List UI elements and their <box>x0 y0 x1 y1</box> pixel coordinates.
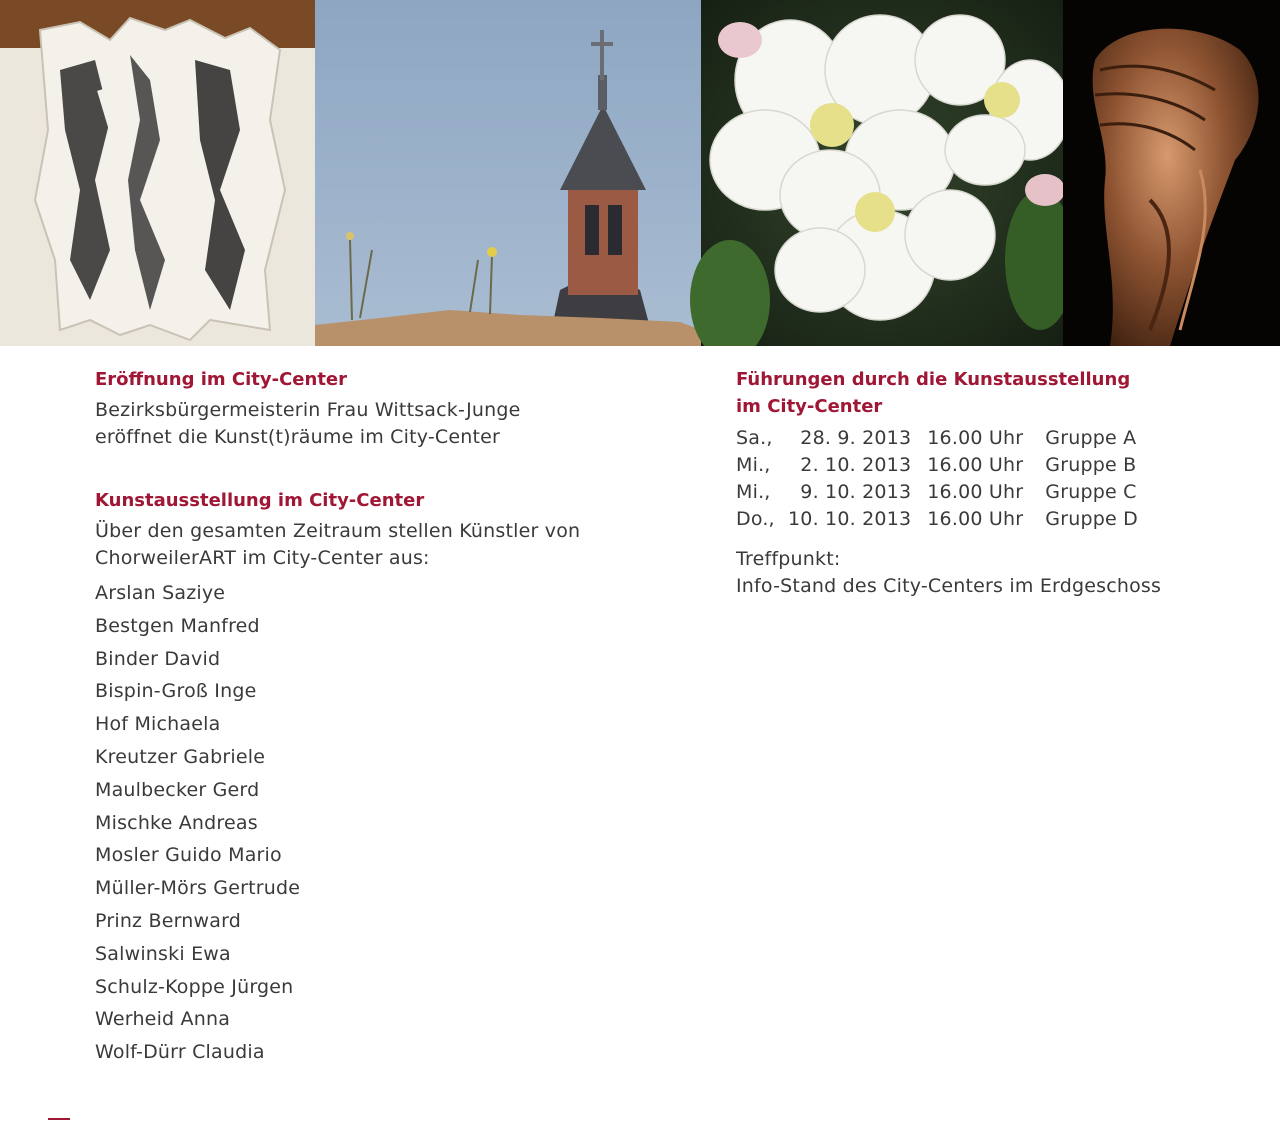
artist-item: Schulz-Koppe Jürgen <box>95 975 294 998</box>
artist-item: Prinz Bernward <box>95 909 242 932</box>
tour-time: 16.00 Uhr <box>927 454 1024 476</box>
tour-date: 28. 9. 2013 <box>800 427 912 449</box>
tour-date: 2. 10. 2013 <box>800 454 912 476</box>
sculpted-torsos-artwork <box>0 0 315 346</box>
opening-section <box>95 366 655 451</box>
exhibition-section <box>95 487 655 1069</box>
table-row <box>736 452 1138 479</box>
apple-blossom-painting <box>690 0 1075 346</box>
exhibition-line-1: Über den gesamten Zeitraum stellen Künstler von <box>95 520 581 542</box>
table-row <box>736 425 1138 452</box>
tour-group: Gruppe C <box>1045 481 1137 503</box>
tour-day: Mi., <box>736 481 771 503</box>
artist-item: Bispin-Groß Inge <box>95 680 257 703</box>
artist-item: Mischke Andreas <box>95 811 258 834</box>
exhibition-line-2: ChorweilerART im City-Center aus: <box>95 547 430 569</box>
table-row <box>736 479 1138 506</box>
meeting-point-place: Info-Stand des City-Centers im Erdgeschoss <box>736 575 1162 597</box>
tour-date: 10. 10. 2013 <box>788 508 912 530</box>
opening-text <box>95 397 655 451</box>
artist-item: Binder David <box>95 647 221 670</box>
artist-list <box>95 577 655 1069</box>
church-tower-photo <box>315 0 701 346</box>
artist-item: Hof Michaela <box>95 713 221 736</box>
tour-time: 16.00 Uhr <box>927 427 1024 449</box>
exhibition-text <box>95 518 655 572</box>
tours-heading-line-2: im City-Center <box>736 396 883 417</box>
tour-date: 9. 10. 2013 <box>800 481 912 503</box>
tour-day: Do., <box>736 508 775 530</box>
right-column <box>736 366 1236 600</box>
tour-day: Mi., <box>736 454 771 476</box>
meeting-point <box>736 546 1236 600</box>
artist-item: Salwinski Ewa <box>95 942 231 965</box>
tours-heading-line-1: Führungen durch die Kunstausstellung <box>736 369 1131 390</box>
opening-line-1: Bezirksbürgermeisterin Frau Wittsack-Junge <box>95 399 521 421</box>
tour-time: 16.00 Uhr <box>927 508 1024 530</box>
opening-heading: Eröffnung im City-Center <box>95 369 348 390</box>
tour-group: Gruppe A <box>1045 427 1137 449</box>
artist-item: Müller-Mörs Gertrude <box>95 877 301 900</box>
meeting-point-label: Treffpunkt: <box>736 548 841 570</box>
left-column <box>95 366 655 1069</box>
artist-item: Bestgen Manfred <box>95 614 260 637</box>
tour-day: Sa., <box>736 427 773 449</box>
tour-time: 16.00 Uhr <box>927 481 1024 503</box>
tour-schedule-table <box>736 425 1138 533</box>
banner-image-strip <box>0 0 1280 346</box>
table-row <box>736 506 1138 533</box>
page-marker-line <box>48 1118 70 1120</box>
artist-item: Maulbecker Gerd <box>95 778 260 801</box>
artist-item: Werheid Anna <box>95 1008 231 1031</box>
opening-line-2: eröffnet die Kunst(t)räume im City-Center <box>95 426 501 448</box>
tour-group: Gruppe B <box>1045 454 1137 476</box>
artist-item: Mosler Guido Mario <box>95 844 282 867</box>
artist-item: Kreutzer Gabriele <box>95 745 266 768</box>
exhibition-heading: Kunstausstellung im City-Center <box>95 490 425 511</box>
bronze-hands-sculpture <box>1063 0 1280 346</box>
artist-item: Arslan Saziye <box>95 582 226 604</box>
tour-group: Gruppe D <box>1045 508 1138 530</box>
tours-section <box>736 366 1236 600</box>
tours-heading <box>736 366 1236 420</box>
artist-item: Wolf-Dürr Claudia <box>95 1041 265 1064</box>
